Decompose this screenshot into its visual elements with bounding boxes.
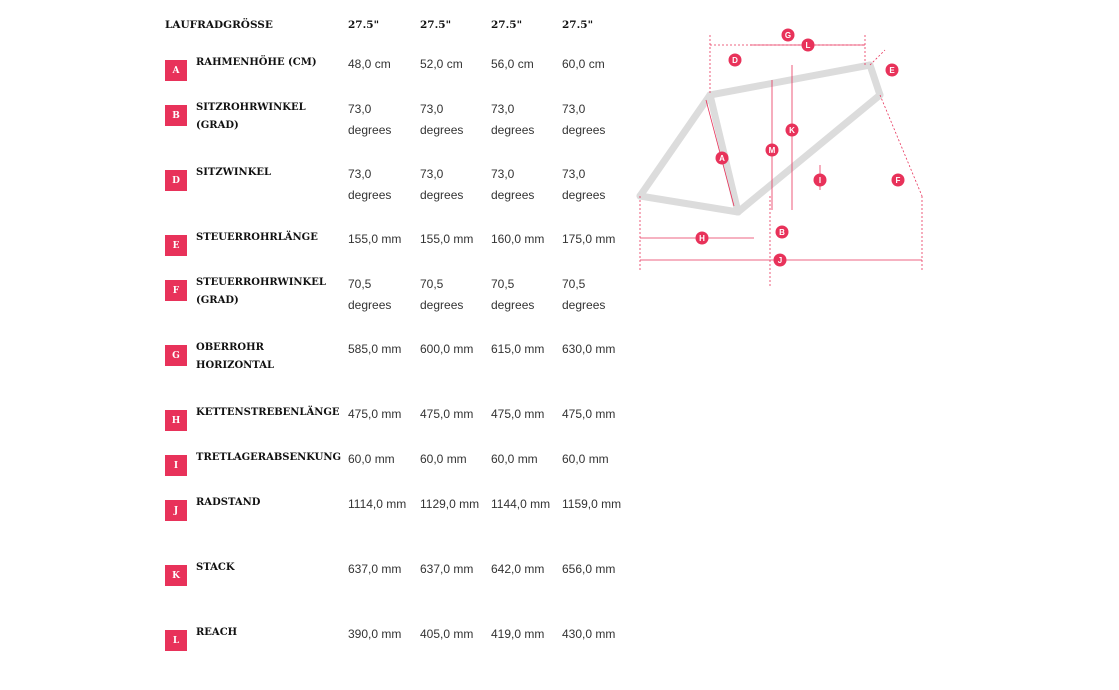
- row-value: 642,0 mm: [491, 562, 545, 576]
- size-header: 27.5": [420, 19, 452, 31]
- size-header: 27.5": [348, 19, 380, 31]
- row-value: 73,0 degrees: [491, 167, 535, 202]
- row-label: REACH: [196, 627, 238, 638]
- row-value: 56,0 cm: [491, 57, 534, 71]
- marker-b-label: B: [779, 228, 785, 237]
- marker-f-label: F: [895, 176, 901, 185]
- row-value: 637,0 mm: [348, 562, 402, 576]
- row-value: 1114,0 mm: [348, 497, 407, 511]
- row-value: 155,0 mm: [420, 232, 474, 246]
- row-value: 1144,0 mm: [491, 497, 551, 511]
- row-label: OBERROHR HORIZONTAL: [196, 342, 274, 371]
- row-value: 73,0 degrees: [348, 167, 392, 202]
- size-header: 27.5": [491, 19, 523, 31]
- row-value: 637,0 mm: [420, 562, 474, 576]
- row-value: 60,0 mm: [562, 452, 609, 466]
- row-value: 155,0 mm: [348, 232, 402, 246]
- column-header-wheel-size: LAUFRADGRÖSSE: [165, 19, 273, 31]
- row-value: 73,0 degrees: [562, 102, 606, 137]
- row-label: STACK: [196, 562, 235, 573]
- row-value: 475,0 mm: [348, 407, 402, 421]
- frame-geometry-diagram: [630, 20, 930, 295]
- row-key-badge: J: [165, 500, 187, 521]
- row-value: 73,0 degrees: [562, 167, 606, 202]
- row-label: STEUERROHRWINKEL (GRAD): [196, 277, 326, 306]
- row-value: 48,0 cm: [348, 57, 391, 71]
- row-value: 70,5 degrees: [562, 277, 606, 312]
- row-value: 430,0 mm: [562, 627, 616, 641]
- row-value: 73,0 degrees: [348, 102, 392, 137]
- row-value: 73,0 degrees: [491, 102, 535, 137]
- marker-e-label: E: [889, 66, 895, 75]
- row-label: STEUERROHRLÄNGE: [196, 232, 318, 243]
- size-header: 27.5": [562, 19, 594, 31]
- row-value: 630,0 mm: [562, 342, 616, 356]
- row-key-badge: E: [165, 235, 187, 256]
- marker-g-label: G: [784, 31, 792, 40]
- row-value: 70,5 degrees: [348, 277, 392, 312]
- geometry-row: [0, 277, 630, 340]
- row-key-badge: H: [165, 410, 187, 431]
- row-key-badge: F: [165, 280, 187, 301]
- marker-j-label: J: [777, 256, 783, 265]
- row-value: 1159,0 mm: [562, 497, 622, 511]
- row-label: RAHMENHÖHE (CM): [196, 57, 317, 68]
- row-value: 60,0 mm: [420, 452, 467, 466]
- marker-k-label: K: [789, 126, 795, 135]
- marker-h-label: H: [699, 234, 705, 243]
- row-value: 175,0 mm: [562, 232, 616, 246]
- row-value: 73,0 degrees: [420, 102, 464, 137]
- row-key-badge: B: [165, 105, 187, 126]
- row-value: 1129,0 mm: [420, 497, 480, 511]
- bike-frame: [640, 65, 880, 212]
- row-value: 419,0 mm: [491, 627, 545, 641]
- geometry-row: [0, 497, 630, 560]
- row-value: 475,0 mm: [420, 407, 474, 421]
- row-value: 60,0 mm: [348, 452, 395, 466]
- marker-a-label: A: [719, 154, 725, 163]
- marker-l-label: L: [805, 41, 811, 50]
- row-key-badge: A: [165, 60, 187, 81]
- geometry-row: [0, 342, 630, 405]
- row-key-badge: D: [165, 170, 187, 191]
- row-value: 52,0 cm: [420, 57, 463, 71]
- row-key-badge: K: [165, 565, 187, 586]
- geometry-row: [0, 102, 630, 165]
- row-key-badge: L: [165, 630, 187, 651]
- row-value: 70,5 degrees: [491, 277, 535, 312]
- row-value: 475,0 mm: [491, 407, 545, 421]
- row-value: 73,0 degrees: [420, 167, 464, 202]
- row-label: SITZROHRWINKEL (GRAD): [196, 102, 306, 131]
- row-value: 475,0 mm: [562, 407, 616, 421]
- geometry-row: [0, 627, 630, 690]
- marker-m-label: M: [768, 146, 776, 155]
- geometry-row: [0, 167, 630, 230]
- row-label: TRETLAGERABSENKUNG: [196, 452, 342, 463]
- row-value: 585,0 mm: [348, 342, 402, 356]
- row-value: 60,0 mm: [491, 452, 538, 466]
- row-value: 390,0 mm: [348, 627, 402, 641]
- row-value: 60,0 cm: [562, 57, 605, 71]
- row-value: 405,0 mm: [420, 627, 474, 641]
- row-label: KETTENSTREBENLÄNGE: [196, 407, 340, 418]
- geometry-row: [0, 562, 630, 625]
- row-value: 656,0 mm: [562, 562, 616, 576]
- row-value: 600,0 mm: [420, 342, 474, 356]
- row-value: 160,0 mm: [491, 232, 545, 246]
- row-label: SITZWINKEL: [196, 167, 272, 178]
- row-key-badge: G: [165, 345, 187, 366]
- row-key-badge: I: [165, 455, 187, 476]
- marker-d-label: D: [732, 56, 738, 65]
- marker-i-label: I: [818, 176, 822, 185]
- row-value: 615,0 mm: [491, 342, 545, 356]
- row-label: RADSTAND: [196, 497, 261, 508]
- row-value: 70,5 degrees: [420, 277, 464, 312]
- dimension-lines: [640, 35, 922, 288]
